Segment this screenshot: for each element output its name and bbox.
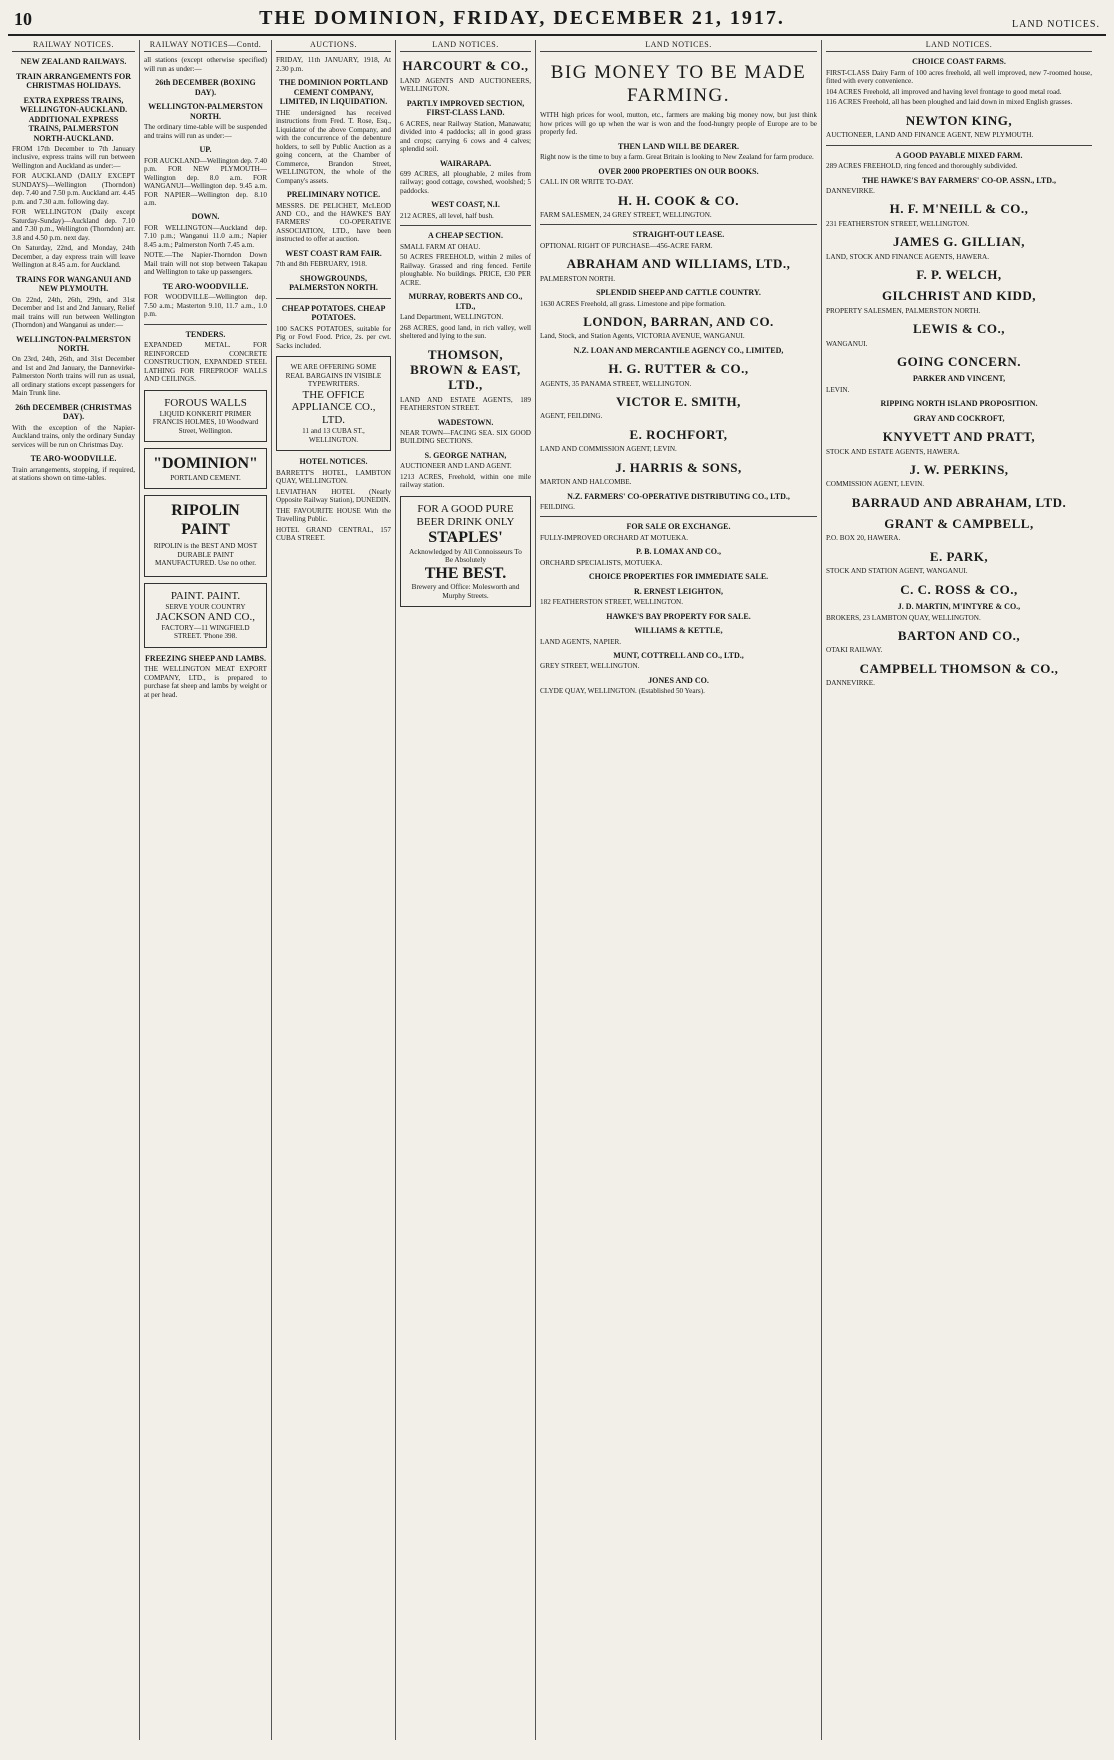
notice-text: Land Department, WELLINGTON. [400, 313, 504, 322]
notice-text: EXPANDED METAL. FOR REINFORCED CONCRETE CONSTRUCTION, EXPANDED STEEL LATHING FOR FIREPROOF WALLS AND CEILINGS. [144, 341, 267, 384]
notice-text: FOR WOODVILLE—Wellington dep. 7.50 a.m.; Masterton 9.10, 11.7 a.m., 1.0 p.m. [144, 293, 267, 319]
notice-heading: PARTLY IMPROVED SECTION, FIRST-CLASS LAND. [406, 98, 525, 118]
ad-text: PORTLAND CEMENT. [170, 473, 241, 482]
divider [826, 145, 1092, 146]
notice-text: OTAKI RAILWAY. [826, 646, 883, 655]
notice-heading: STRAIGHT-OUT LEASE. [632, 230, 725, 240]
agent-name: PARKER AND VINCENT, [912, 374, 1006, 384]
notice-heading: NEW ZEALAND RAILWAYS. [20, 57, 127, 67]
notice-text: On 22nd, 24th, 26th, 29th, and 31st December and 1st and 2nd January, Relief mail trains will run between Wellington (Thorndon) and Wanganui as under:— [12, 295, 135, 330]
column-heading: AUCTIONS. [276, 40, 391, 52]
ad-text: FOR A GOOD PURE BEER DRINK ONLY [416, 502, 515, 528]
notice-heading: RIPPING NORTH ISLAND PROPOSITION. [880, 399, 1038, 409]
advertisement [144, 583, 267, 648]
agent-name: C. C. ROSS & CO., [900, 581, 1018, 597]
agent-name: H. F. M'NEILL & CO., [889, 201, 1029, 217]
notice-text: COMMISSION AGENT, LEVIN. [826, 480, 925, 489]
notice-heading: FREEZING SHEEP AND LAMBS. [145, 653, 266, 663]
notice-text: FARM SALESMEN, 24 GREY STREET, WELLINGTON. [540, 210, 712, 219]
notice-text: FRIDAY, 11th JANUARY, 1918, At 2.30 p.m. [276, 56, 391, 73]
notice-heading: SPLENDID SHEEP AND CATTLE COUNTRY. [596, 288, 761, 298]
notice-text: THE undersigned has received instructions from Fred. T. Rose, Esq., Liquidator of the above Company, and with the concurrence of the debenture holders, to sell by Public Auction as a going concern, at the Chamber of Commerce, Brandon Street, WELLINGTON, the whole of the Company's assets. [276, 108, 391, 185]
agent-name: J. HARRIS & SONS, [615, 459, 742, 475]
agent-name: N.Z. LOAN AND MERCANTILE AGENCY CO., LIMITED, [573, 345, 784, 355]
page-number: 10 [14, 9, 32, 29]
notice-heading: THE DOMINION PORTLAND CEMENT COMPANY, LIMITED, IN LIQUIDATION. [278, 78, 389, 107]
column-heading: RAILWAY NOTICES—Contd. [144, 40, 267, 52]
notice-text: Right now is the time to buy a farm. Great Britain is looking to New Zealand for farm produce. [540, 153, 814, 162]
notice-text: ORCHARD SPECIALISTS, MOTUEKA. [540, 558, 663, 567]
notice-text: AUCTIONEER, LAND AND FINANCE AGENT, NEW PLYMOUTH. [826, 131, 1034, 140]
ad-text: Brewery and Office: Molesworth and Murphy Streets. [411, 583, 520, 600]
notice-heading: TE ARO-WOODVILLE. [30, 454, 117, 464]
notice-text: 231 FEATHERSTON STREET, WELLINGTON. [826, 219, 970, 228]
notice-text: AUCTIONEER AND LAND AGENT. [400, 462, 512, 471]
notice-text: CLYDE QUAY, WELLINGTON. (Established 50 Years). [540, 687, 705, 696]
notice-text: FEILDING. [540, 502, 575, 511]
notice-heading: GOING CONCERN. [896, 354, 1021, 370]
ad-text: FACTORY—11 WINGFIELD STREET. 'Phone 398. [161, 623, 250, 641]
agent-name: THE HAWKE'S BAY FARMERS' CO-OP. ASSN., LTD., [861, 175, 1057, 185]
notice-heading: WELLINGTON-PALMERSTON NORTH. [16, 334, 131, 353]
notice-text: CALL IN OR WRITE TO-DAY. [540, 178, 634, 187]
advertisement [144, 448, 267, 489]
notice-text: STOCK AND STATION AGENT, WANGANUI. [826, 567, 968, 576]
ad-heading: THE OFFICE APPLIANCE CO., LTD. [291, 388, 376, 427]
agent-name: BARRAUD AND ABRAHAM, LTD. [851, 494, 1067, 510]
divider [540, 516, 817, 517]
column-land-notices-3 [822, 40, 1096, 1740]
notice-text: 100 SACKS POTATOES, suitable for Pig or Fowl Food. Price, 2s. per cwt. Sacks included. [276, 324, 391, 350]
advertisement [276, 356, 391, 451]
notice-text: 104 ACRES Freehold, all improved and having level frontage to good metal road. [826, 87, 1062, 96]
notice-text: FOR WELLINGTON (Daily except Saturday-Sunday)—Auckland dep. 7.10 and 7.30 p.m., Wellington (Thorndon) arr. 3.8 and 4.50 p.m. next day. [12, 208, 135, 242]
agent-name: J. W. PERKINS, [909, 461, 1009, 477]
notice-heading: WELLINGTON-PALMERSTON NORTH. [148, 102, 263, 121]
notice-text: HOTEL GRAND CENTRAL, 157 CUBA STREET. [276, 525, 391, 543]
agent-name: J. D. MARTIN, M'INTYRE & CO., [897, 602, 1021, 612]
agent-name: LONDON, BARRAN, AND CO. [583, 314, 774, 330]
notice-heading: WEST COAST RAM FAIR. [285, 248, 382, 258]
column-land-notices-2 [536, 40, 822, 1740]
agent-name: LEWIS & CO., [913, 321, 1005, 337]
notice-text: WITH high prices for wool, mutton, etc., farmers are making big money now, but just think how prices will go up when the war is won and the food-hungry people of Europe are to be properly fed. [540, 111, 817, 137]
newspaper-title: THE DOMINION, FRIDAY, DECEMBER 21, 1917. [259, 7, 785, 29]
notice-text: LAND AND COMMISSION AGENT, LEVIN. [540, 445, 677, 454]
agent-name: MUNT, COTTRELL AND CO., LTD., [613, 651, 744, 660]
advertisement-staples-beer [400, 496, 531, 608]
divider [400, 225, 531, 226]
notice-text: all stations (except otherwise specified) will run as under:— [144, 56, 267, 73]
column-heading: LAND NOTICES. [826, 40, 1092, 52]
advertisement [144, 495, 267, 576]
notice-heading: HAWKE'S BAY PROPERTY FOR SALE. [606, 611, 751, 621]
agent-name: E. ROCHFORT, [629, 426, 728, 442]
agent-name: S. GEORGE NATHAN, [424, 450, 507, 460]
notice-text: DANNEVIRKE. [826, 186, 875, 195]
notice-heading: A GOOD PAYABLE MIXED FARM. [895, 150, 1023, 160]
notice-text: NEAR TOWN—FACING SEA. SIX GOOD BUILDING SECTIONS. [400, 428, 531, 446]
agent-name: CAMPBELL THOMSON & CO., [859, 660, 1059, 676]
notice-text: 699 ACRES, all ploughable, 2 miles from railway; good cottage, cowshed, woolshed; 5 paddocks. [400, 169, 531, 195]
advertisement [144, 390, 267, 442]
notice-text: GREY STREET, WELLINGTON. [540, 662, 640, 671]
notice-text: FIRST-CLASS Dairy Farm of 100 acres freehold, all well improved, new 7-roomed house, fitted with every convenience. [826, 68, 1092, 86]
notice-heading: FOR SALE OR EXCHANGE. [626, 522, 731, 532]
notice-text: STOCK AND ESTATE AGENTS, HAWERA. [826, 447, 960, 456]
ad-heading: PAINT. PAINT. [170, 589, 241, 602]
notice-text: BARRETT'S HOTEL, LAMBTON QUAY, WELLINGTON. [276, 468, 391, 486]
notice-text: The ordinary time-table will be suspended and trains will run as under:— [144, 123, 267, 140]
agent-name: KNYVETT AND PRATT, [882, 429, 1036, 445]
notice-text: FOR AUCKLAND—Wellington dep. 7.40 p.m. FOR NEW PLYMOUTH—Wellington dep. 8.0 a.m. FOR WANGANUI—Wellington dep. 9.45 a.m. FOR NAPIER—Wellington dep. 8.10 a.m. [144, 156, 268, 207]
notice-text: OPTIONAL RIGHT OF PURCHASE—456-ACRE FARM. [540, 241, 713, 250]
notice-heading: PRELIMINARY NOTICE. [286, 190, 381, 200]
notice-heading: 26th DECEMBER (BOXING DAY). [155, 78, 256, 97]
notice-text: THE FAVOURITE HOUSE With the Travelling Public. [276, 506, 391, 524]
notice-text: PROPERTY SALESMEN, PALMERSTON NORTH. [826, 306, 981, 315]
agent-name: GRAY AND COCKROFT, [913, 413, 1005, 423]
ad-text: JACKSON AND CO., [155, 611, 256, 623]
notice-text: 7th and 8th FEBRUARY, 1918. [276, 260, 367, 269]
notice-heading: TENDERS. [185, 329, 226, 339]
notice-text: 212 ACRES, all level, half bush. [400, 211, 494, 220]
agent-name: GRANT & CAMPBELL, [884, 516, 1034, 532]
agent-name: VICTOR E. SMITH, [616, 394, 741, 410]
ad-text: 11 and 13 CUBA ST., WELLINGTON. [302, 427, 365, 444]
notice-text: FOR AUCKLAND (DAILY EXCEPT SUNDAYS)—Wellington (Thorndon) dep. 7.40 and 7.50 p.m. Auckland arr. 4.45 p.m. and 7.30 a.m. following day. [12, 172, 135, 206]
notice-text: 6 ACRES, near Railway Station, Manawatu; divided into 4 paddocks; all in good grass and crops; carrying 6 cows and 4 calves; splendid soil. [400, 119, 531, 154]
notice-heading: WEST COAST, N.I. [431, 200, 500, 210]
notice-text: 268 ACRES, good land, in rich valley, well sheltered and lying to the sun. [400, 323, 531, 341]
notice-text: LAND, STOCK AND FINANCE AGENTS, HAWERA. [826, 252, 990, 261]
agent-name: H. G. RUTTER & CO., [608, 361, 749, 377]
ad-text: WE ARE OFFERING SOME REAL BARGAINS IN VISIBLE TYPEWRITERS. [285, 363, 382, 389]
agent-name: N.Z. FARMERS' CO-OPERATIVE DISTRIBUTING CO., LTD., [567, 491, 790, 501]
ad-text: RIPOLIN is the BEST AND MOST DURABLE PAINT MANUFACTURED. Use no other. [153, 542, 258, 568]
notice-text: LEVIN. [826, 385, 850, 394]
notice-text: PALMERSTON NORTH. [540, 274, 616, 283]
columns [8, 40, 1106, 1740]
agent-name: H. H. COOK & CO. [617, 192, 740, 208]
notice-heading: SHOWGROUNDS, PALMERSTON NORTH. [289, 273, 378, 293]
agent-name: GILCHRIST AND KIDD, [881, 288, 1037, 304]
notice-text: LEVIATHAN HOTEL (Nearly Opposite Railway Station), DUNEDIN. [276, 487, 391, 505]
notice-text: On 23rd, 24th, 26th, and 31st December and 1st and 2nd January, the Dannevirke-Palmerston North trains will run as usual, all ordinary stations except passengers for Main Trunk line. [12, 355, 135, 398]
notice-heading: TE ARO-WOODVILLE. [162, 281, 249, 291]
notice-text: AGENT, FEILDING. [540, 412, 603, 421]
column-heading: LAND NOTICES. [400, 40, 531, 52]
notice-text: WANGANUI. [826, 339, 868, 348]
notice-text: LAND AGENTS AND AUCTIONEERS, WELLINGTON. [400, 76, 531, 94]
ad-text: SERVE YOUR COUNTRY [165, 602, 246, 611]
agent-name: JAMES G. GILLIAN, [892, 234, 1026, 250]
notice-text: P.O. BOX 20, HAWERA. [826, 534, 901, 543]
agent-name: HARCOURT & CO., [402, 58, 529, 74]
ad-text: Acknowledged by All Connoisseurs To Be Absolutely [409, 547, 522, 565]
notice-text: FOR WELLINGTON—Auckland dep. 7.10 p.m.; Wanganui 11.0 a.m.; Napier 8.45 a.m.; Palmerston North 7.45 a.m. [144, 223, 267, 249]
notice-text: 50 ACRES FREEHOLD, within 2 miles of Railway. Grassed and ring fenced. Fertile ploughable. No buildings. PRICE, £30 PER ACRE. [400, 253, 531, 287]
column-heading: LAND NOTICES. [540, 40, 817, 52]
feature-heading: BIG MONEY TO BE MADE FARMING. [550, 62, 807, 106]
notice-text: MESSRS. DE PELICHET, McLEOD AND CO., and the HAWKE'S BAY FARMERS' CO-OPERATIVE ASSOCIATION, LTD., have been instructed to offer at auction. [276, 201, 391, 244]
notice-text: 1630 ACRES Freehold, all grass. Limestone and pipe formation. [540, 299, 726, 308]
notice-heading: EXTRA EXPRESS TRAINS, WELLINGTON-AUCKLAND. ADDITIONAL EXPRESS TRAINS, PALMERSTON NORTH-AUCKLAND. [19, 95, 128, 143]
notice-text: 289 ACRES FREEHOLD, ring fenced and thoroughly subdivided. [826, 162, 1018, 171]
notice-heading: CHOICE PROPERTIES FOR IMMEDIATE SALE. [588, 572, 769, 582]
column-railway-notices [8, 40, 140, 1740]
agent-name: R. ERNEST LEIGHTON, [633, 586, 724, 596]
notice-heading: CHOICE COAST FARMS. [912, 57, 1006, 67]
ad-heading: THE BEST. [424, 564, 507, 582]
notice-text: LAND AND ESTATE AGENTS, 189 FEATHERSTON STREET. [400, 395, 531, 413]
column-heading: RAILWAY NOTICES. [12, 40, 135, 52]
notice-heading: UP. [199, 145, 212, 155]
ad-text: LIQUID KONKERIT PRIMER [159, 409, 252, 418]
notice-text: Land, Stock, and Station Agents, VICTORIA AVENUE, WANGANUI. [540, 332, 745, 341]
notice-text: On Saturday, 22nd, and Monday, 24th December, a day express train will leave Wellington at 8.45 a.m. for Auckland. [12, 244, 135, 270]
notice-text: MARTON AND HALCOMBE. [540, 478, 632, 487]
notice-text: AGENTS, 35 PANAMA STREET, WELLINGTON. [540, 379, 692, 388]
agent-name: F. P. WELCH, [916, 267, 1002, 283]
masthead-section: LAND NOTICES. [1011, 19, 1100, 30]
notice-text: FROM 17th December to 7th January inclusive, express trains will run between Wellington and Auckland as under:— [12, 144, 135, 170]
notice-text: SMALL FARM AT OHAU. [400, 242, 481, 251]
agent-name: E. PARK, [929, 548, 989, 564]
column-railway-notices-contd [140, 40, 272, 1740]
notice-text: 182 FEATHERSTON STREET, WELLINGTON. [540, 598, 684, 607]
divider [540, 224, 817, 225]
ad-heading: STAPLES' [428, 528, 503, 546]
agent-name: MURRAY, ROBERTS AND CO., LTD., [408, 292, 523, 311]
notice-heading: TRAINS FOR WANGANUI AND NEW PLYMOUTH. [15, 274, 132, 294]
notice-heading: DOWN. [191, 212, 220, 222]
agent-name: THOMSON, BROWN & EAST, LTD., [410, 346, 521, 393]
notice-heading: OVER 2000 PROPERTIES ON OUR BOOKS. [598, 166, 759, 176]
masthead [8, 6, 1106, 36]
column-auctions [272, 40, 396, 1740]
notice-heading: A CHEAP SECTION. [428, 231, 503, 241]
notice-text: Train arrangements, stopping, if required, at stations shown on time-tables. [12, 465, 135, 483]
agent-name: BARTON AND CO., [897, 628, 1021, 643]
ad-heading: "DOMINION" [153, 454, 258, 472]
notice-heading: WADESTOWN. [437, 417, 494, 427]
agent-name: ABRAHAM AND WILLIAMS, LTD., [566, 256, 791, 272]
divider [276, 298, 391, 299]
notice-heading: HOTEL NOTICES. [299, 457, 368, 467]
notice-text: LAND AGENTS, NAPIER. [540, 637, 622, 646]
notice-heading: CHEAP POTATOES. CHEAP POTATOES. [281, 303, 386, 323]
ad-text: FRANCIS HOLMES, 10 Woodward Street, Wellington. [152, 418, 259, 435]
ad-heading: FOROUS WALLS [164, 396, 247, 409]
notice-text: THE WELLINGTON MEAT EXPORT COMPANY, LTD., is prepared to purchase fat sheep and lambs by weight or at per head. [144, 665, 267, 699]
notice-text: 116 ACRES Freehold, all has been ploughed and laid down in mixed English grasses. [826, 98, 1073, 107]
notice-text: DANNEVIRKE. [826, 679, 875, 688]
divider [144, 324, 267, 325]
notice-text: With the exception of the Napier-Auckland trains, only the ordinary Sunday services will be run on Christmas Day. [12, 423, 135, 449]
notice-heading: THEN LAND WILL BE DEARER. [618, 141, 739, 151]
notice-text: NOTE.—The Napier-Thorndon Down Mail train will not stop between Takapau and Wellington to take up passengers. [144, 251, 267, 277]
notice-text: 1213 ACRES, Freehold, within one mile railway station. [400, 472, 531, 490]
notice-text: FULLY-IMPROVED ORCHARD AT MOTUEKA. [540, 533, 689, 542]
notice-heading: 26th DECEMBER (CHRISTMAS DAY). [15, 402, 132, 422]
notice-text: BROKERS, 23 LAMBTON QUAY, WELLINGTON. [826, 613, 981, 622]
notice-heading: WAIRARAPA. [439, 158, 492, 168]
notice-heading: TRAIN ARRANGEMENTS FOR CHRISTMAS HOLIDAYS. [15, 71, 132, 91]
column-land-notices-1 [396, 40, 536, 1740]
agent-name: JONES AND CO. [648, 675, 709, 685]
agent-name: P. B. LOMAX AND CO., [635, 547, 722, 557]
agent-name: WILLIAMS & KETTLE, [634, 626, 723, 636]
ad-heading: RIPOLIN PAINT [171, 502, 240, 539]
agent-name: NEWTON KING, [905, 112, 1013, 128]
